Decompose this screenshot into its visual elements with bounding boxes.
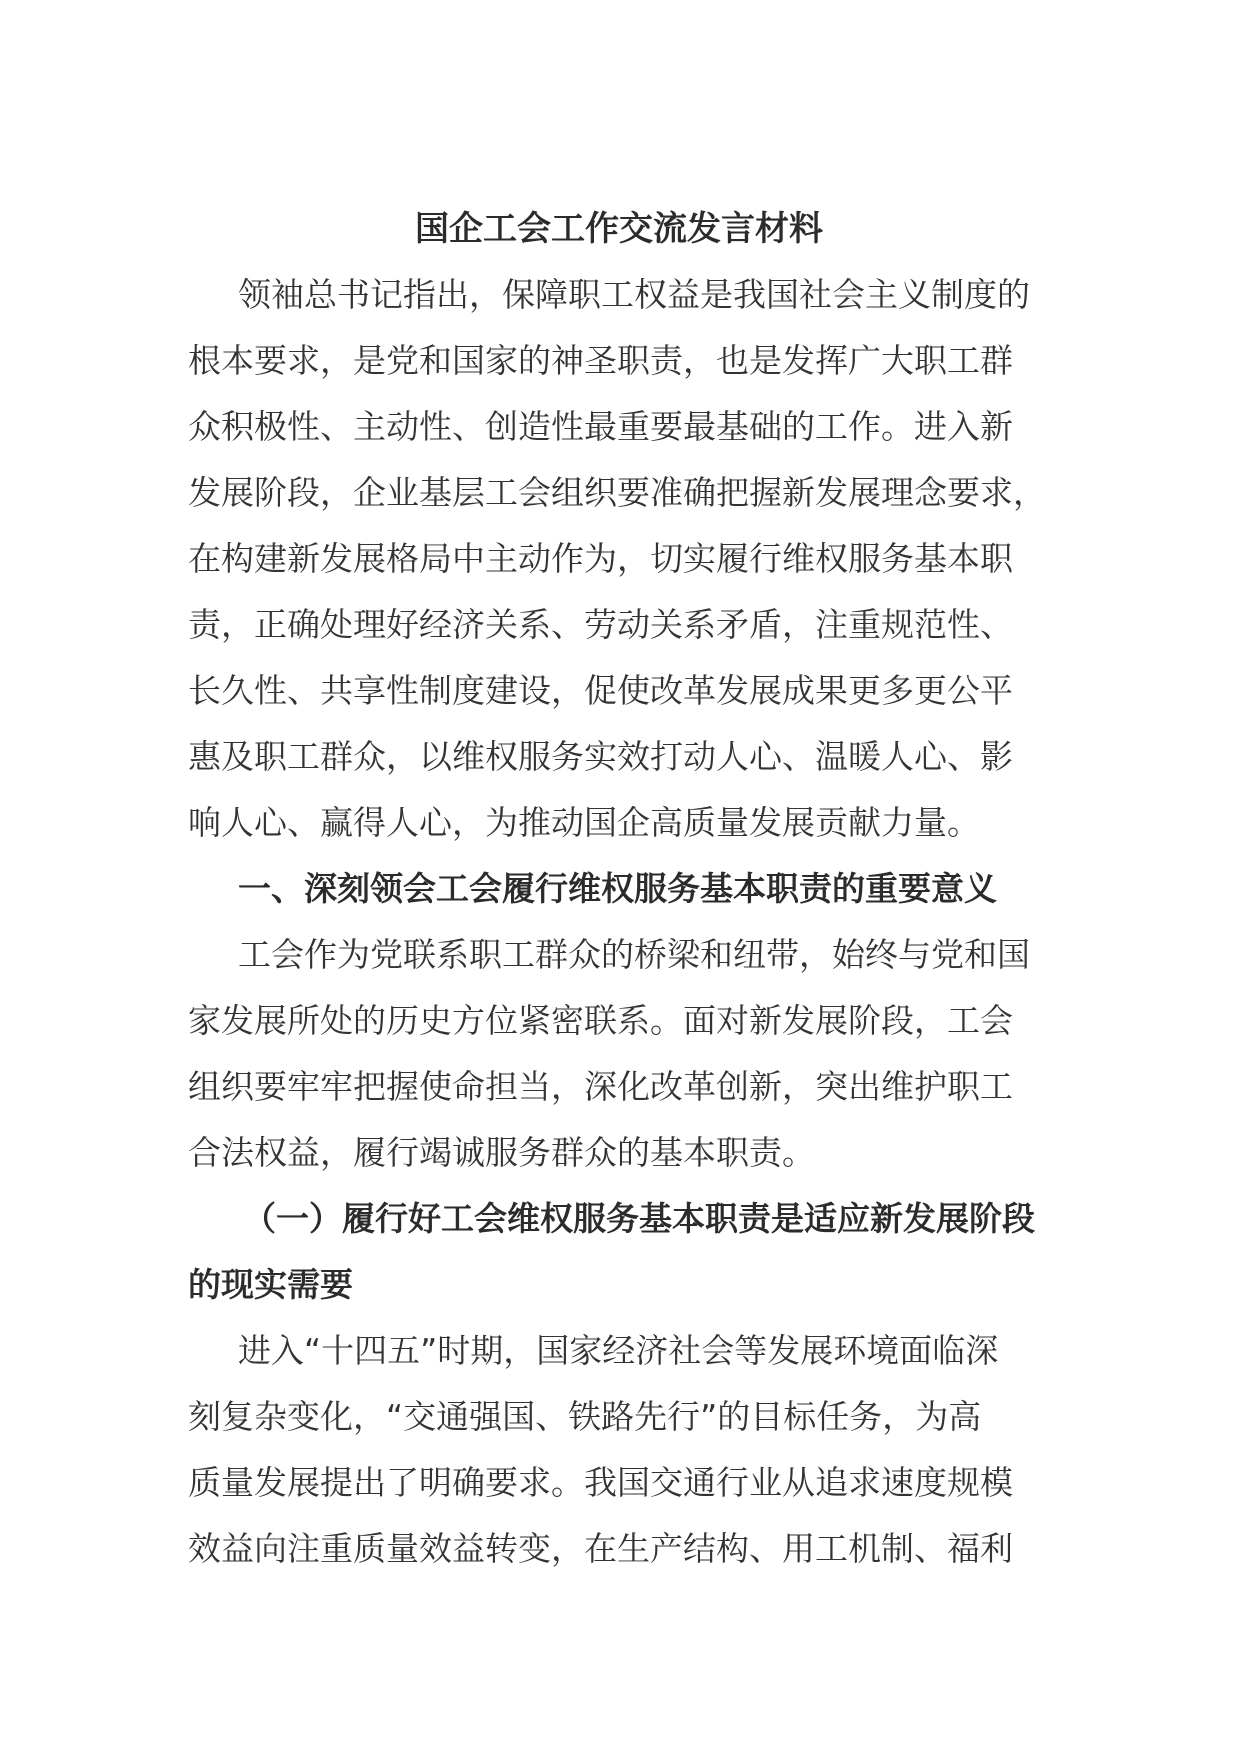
subsection-heading-line: （一）履行好工会维权服务基本职责是适应新发展阶段 bbox=[243, 1199, 1035, 1238]
paragraph-line: 在构建新发展格局中主动作为，切实履行维权服务基本职 bbox=[188, 539, 1013, 578]
paragraph-line: 进入“十四五”时期，国家经济社会等发展环境面临深 bbox=[238, 1331, 999, 1370]
paragraph-line: 惠及职工群众，以维权服务实效打动人心、温暖人心、影 bbox=[188, 737, 1013, 776]
section-heading-text: 一、深刻领会工会履行维权服务基本职责的重要意义 bbox=[238, 869, 997, 908]
subsection-heading bbox=[188, 1186, 1050, 1318]
paragraph-line: 合法权益，履行竭诚服务群众的基本职责。 bbox=[188, 1133, 815, 1172]
paragraph-line: 效益向注重质量效益转变，在生产结构、用工机制、福利 bbox=[188, 1529, 1013, 1568]
paragraph-line: 发展阶段，企业基层工会组织要准确把握新发展理念要求， bbox=[188, 473, 1046, 512]
subsection-paragraph bbox=[188, 1318, 1050, 1582]
section-heading bbox=[188, 856, 1050, 922]
paragraph-line: 刻复杂变化，“交通强国、铁路先行”的目标任务，为高 bbox=[188, 1397, 982, 1436]
paragraph-line: 质量发展提出了明确要求。我国交通行业从追求速度规模 bbox=[188, 1463, 1013, 1502]
paragraph-line: 组织要牢牢把握使命担当，深化改革创新，突出维护职工 bbox=[188, 1067, 1013, 1106]
paragraph-line: 响人心、赢得人心，为推动国企高质量发展贡献力量。 bbox=[188, 803, 980, 842]
paragraph-line: 家发展所处的历史方位紧密联系。面对新发展阶段，工会 bbox=[188, 1001, 1013, 1040]
paragraph-line: 根本要求，是党和国家的神圣职责，也是发挥广大职工群 bbox=[188, 341, 1013, 380]
intro-paragraph bbox=[188, 262, 1050, 856]
paragraph-line: 责，正确处理好经济关系、劳动关系矛盾，注重规范性、 bbox=[188, 605, 1013, 644]
paragraph-line: 领袖总书记指出，保障职工权益是我国社会主义制度的 bbox=[238, 275, 1030, 314]
paragraph-line: 工会作为党联系职工群众的桥梁和纽带，始终与党和国 bbox=[238, 935, 1030, 974]
section-paragraph bbox=[188, 922, 1050, 1186]
paragraph-line: 长久性、共享性制度建设，促使改革发展成果更多更公平 bbox=[188, 671, 1013, 710]
document-title: 国企工会工作交流发言材料 bbox=[415, 209, 823, 249]
paragraph-line: 众积极性、主动性、创造性最重要最基础的工作。进入新 bbox=[188, 407, 1013, 446]
subsection-heading-line: 的现实需要 bbox=[188, 1265, 353, 1304]
document-body bbox=[188, 196, 1050, 1582]
